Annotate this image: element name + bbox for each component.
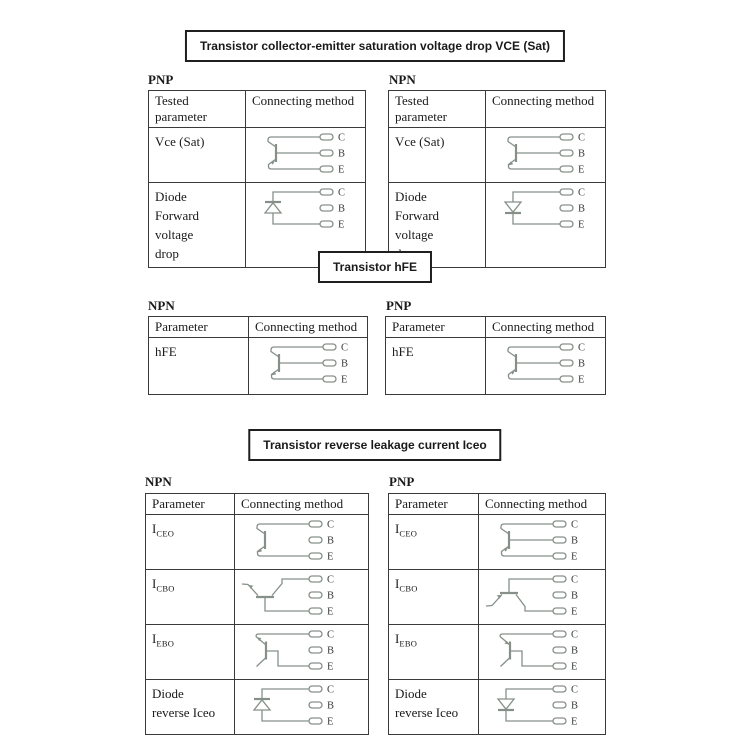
parameter-text: $I_{EBO}$	[152, 631, 175, 649]
parameter-cell	[149, 338, 249, 395]
table-row	[146, 625, 369, 680]
connecting-method-cell	[235, 625, 369, 680]
e-terminal-pad	[309, 718, 322, 724]
diode-cathode-down-diagram	[486, 184, 604, 232]
e-terminal-label: E	[578, 219, 585, 231]
c-terminal-pad	[553, 631, 566, 637]
b-terminal-pad	[560, 150, 573, 156]
e-terminal-label: E	[338, 164, 345, 176]
diagram-diode	[479, 681, 597, 729]
e-terminal-label: E	[327, 661, 334, 673]
e-terminal-pad	[309, 663, 322, 669]
header-row	[386, 317, 606, 338]
col-header-tested-parameter: Tested parameter	[149, 91, 246, 128]
col-header-connecting-method: Connecting method	[235, 494, 369, 515]
diode-cathode-down-diagram	[479, 681, 597, 729]
c-terminal-pad	[309, 631, 322, 637]
parameter-text: $I_{CBO}$	[395, 576, 418, 594]
parameter-cell	[389, 680, 479, 735]
col-header-connecting-method: Connecting method	[486, 317, 606, 338]
parameter-cell	[389, 515, 479, 570]
e-terminal-label: E	[327, 551, 334, 563]
b-terminal-label: B	[338, 203, 346, 215]
parameter-cell	[389, 128, 486, 183]
section-title-iceo: Transistor reverse leakage current Iceo	[248, 429, 501, 461]
connecting-method-cell	[235, 515, 369, 570]
e-terminal-pad	[309, 608, 322, 614]
b-terminal-pad	[309, 592, 322, 598]
col-header-tested-parameter: Tested parameter	[389, 91, 486, 128]
col-header-parameter: Parameter	[386, 317, 486, 338]
c-terminal-label: C	[338, 132, 346, 144]
connecting-method-cell	[486, 128, 606, 183]
e-terminal-pad	[560, 221, 573, 227]
e-terminal-pad	[553, 608, 566, 614]
e-terminal-pad	[560, 166, 573, 172]
c-terminal-pad	[309, 521, 322, 527]
b-terminal-label: B	[341, 358, 349, 370]
b-terminal-label: B	[327, 700, 335, 712]
section-title-vce-sat: Transistor collector-emitter saturation voltage drop VCE (Sat)	[185, 30, 565, 62]
c-terminal-label: C	[571, 684, 579, 696]
header-row	[389, 91, 606, 128]
diagram-pnp-transistor-flipped	[479, 626, 597, 674]
parameter-text: Diode	[395, 686, 427, 701]
c-terminal-pad	[553, 686, 566, 692]
diagram-diode	[235, 681, 353, 729]
e-terminal-pad	[560, 376, 573, 382]
parameter-cell	[146, 570, 235, 625]
e-terminal-pad	[323, 376, 336, 382]
b-terminal-pad	[309, 647, 322, 653]
connecting-method-cell	[235, 680, 369, 735]
c-terminal-pad	[553, 521, 566, 527]
e-terminal-pad	[553, 553, 566, 559]
pnp-transistor-flipped-diagram	[479, 626, 597, 674]
c-terminal-label: C	[578, 132, 586, 144]
b-terminal-pad	[553, 537, 566, 543]
e-terminal-pad	[553, 718, 566, 724]
table-row	[389, 625, 606, 680]
table-vce-sat-npn	[388, 90, 606, 268]
table-hfe-npn	[148, 316, 368, 395]
pnp-transistor-diagram	[479, 516, 597, 564]
col-header-parameter: Parameter	[149, 317, 249, 338]
parameter-text: Diode	[395, 189, 427, 204]
col-header-parameter: Parameter	[146, 494, 235, 515]
e-terminal-pad	[320, 221, 333, 227]
b-terminal-pad	[560, 360, 573, 366]
table-row	[389, 128, 606, 183]
c-terminal-pad	[560, 189, 573, 195]
npn-transistor-diagram	[486, 129, 604, 177]
transistor-type-label: PNP	[386, 298, 412, 313]
c-terminal-label: C	[341, 342, 349, 354]
b-terminal-label: B	[327, 645, 335, 657]
npn-transistor-diagram	[249, 339, 367, 387]
diagram-diode	[246, 184, 364, 232]
parameter-text: Diode	[152, 686, 184, 701]
parameter-text: Diode	[155, 189, 187, 204]
parameter-cell	[386, 338, 486, 395]
header-row	[149, 91, 366, 128]
parameter-text: $I_{CEO}$	[395, 521, 418, 539]
b-terminal-pad	[553, 592, 566, 598]
connecting-method-cell	[479, 680, 606, 735]
b-terminal-pad	[320, 205, 333, 211]
e-terminal-pad	[309, 553, 322, 559]
parameter-cell	[389, 625, 479, 680]
table-row	[389, 570, 606, 625]
diagram-pnp-transistor-rotated	[479, 571, 597, 619]
header-row	[389, 494, 606, 515]
col-header-connecting-method: Connecting method	[246, 91, 366, 128]
c-terminal-pad	[320, 189, 333, 195]
diagram-npn-transistor-base-open	[235, 516, 353, 564]
e-terminal-label: E	[327, 606, 334, 618]
pnp-transistor-diagram	[246, 129, 364, 177]
parameter-text: Forward voltage	[155, 208, 200, 242]
connecting-method-cell	[479, 625, 606, 680]
b-terminal-pad	[560, 205, 573, 211]
c-terminal-pad	[560, 134, 573, 140]
parameter-cell	[146, 515, 235, 570]
diagram-pnp-transistor	[479, 516, 597, 564]
table-row	[146, 570, 369, 625]
b-terminal-pad	[309, 537, 322, 543]
b-terminal-pad	[320, 150, 333, 156]
c-terminal-pad	[560, 344, 573, 350]
section-title-hfe: Transistor hFE	[318, 251, 432, 283]
header-row	[149, 317, 368, 338]
col-header-connecting-method: Connecting method	[249, 317, 368, 338]
parameter-text: $I_{EBO}$	[395, 631, 418, 649]
table-row	[146, 680, 369, 735]
e-terminal-label: E	[338, 219, 345, 231]
parameter-cell	[149, 183, 246, 268]
b-terminal-label: B	[571, 590, 579, 602]
diagram-npn-transistor	[249, 339, 367, 387]
diagram-pnp-transistor	[486, 339, 604, 387]
e-terminal-pad	[553, 663, 566, 669]
b-terminal-pad	[323, 360, 336, 366]
parameter-text: $I_{CBO}$	[152, 576, 175, 594]
transistor-type-label: NPN	[389, 72, 416, 87]
header-row	[146, 494, 369, 515]
table-row	[386, 338, 606, 395]
e-terminal-label: E	[578, 164, 585, 176]
diagram-npn-transistor-flipped	[235, 626, 353, 674]
c-terminal-pad	[309, 686, 322, 692]
e-terminal-label: E	[327, 716, 334, 728]
e-terminal-label: E	[341, 374, 348, 386]
npn-transistor-base-open-diagram	[235, 516, 353, 564]
c-terminal-label: C	[327, 684, 335, 696]
diagram-npn-transistor	[486, 129, 604, 177]
c-terminal-label: C	[571, 629, 579, 641]
c-terminal-label: C	[327, 519, 335, 531]
e-terminal-label: E	[571, 661, 578, 673]
pnp-transistor-rotated-diagram	[479, 571, 597, 619]
b-terminal-label: B	[571, 535, 579, 547]
parameter-cell	[149, 128, 246, 183]
e-terminal-label: E	[571, 551, 578, 563]
b-terminal-label: B	[578, 203, 586, 215]
npn-transistor-flipped-diagram	[235, 626, 353, 674]
parameter-text: hFE	[392, 344, 414, 359]
parameter-text: $I_{CEO}$	[152, 521, 175, 539]
col-header-parameter: Parameter	[389, 494, 479, 515]
b-terminal-pad	[553, 702, 566, 708]
transistor-type-label: PNP	[148, 72, 174, 87]
parameter-text: reverse Iceo	[152, 705, 216, 720]
parameter-text: reverse Iceo	[395, 705, 459, 720]
table-vce-sat-pnp	[148, 90, 366, 268]
connecting-method-cell	[479, 515, 606, 570]
col-header-connecting-method: Connecting method	[479, 494, 606, 515]
parameter-text: Vce (Sat)	[395, 134, 445, 149]
connecting-method-cell	[479, 570, 606, 625]
parameter-text: Vce (Sat)	[155, 134, 205, 149]
table-row	[149, 338, 368, 395]
pnp-transistor-diagram	[486, 339, 604, 387]
b-terminal-label: B	[578, 358, 586, 370]
e-terminal-label: E	[571, 606, 578, 618]
transistor-type-label: PNP	[389, 474, 415, 489]
c-terminal-label: C	[327, 574, 335, 586]
c-terminal-label: C	[571, 519, 579, 531]
b-terminal-label: B	[338, 148, 346, 160]
table-row	[389, 680, 606, 735]
npn-transistor-rotated-diagram	[235, 571, 353, 619]
e-terminal-label: E	[578, 374, 585, 386]
diode-cathode-up-diagram	[235, 681, 353, 729]
diode-cathode-up-diagram	[246, 184, 364, 232]
parameter-cell	[146, 625, 235, 680]
parameter-cell	[389, 570, 479, 625]
connecting-method-cell	[486, 183, 606, 268]
c-terminal-pad	[323, 344, 336, 350]
b-terminal-label: B	[571, 645, 579, 657]
col-header-connecting-method: Connecting method	[486, 91, 606, 128]
c-terminal-pad	[320, 134, 333, 140]
b-terminal-pad	[553, 647, 566, 653]
connecting-method-cell	[486, 338, 606, 395]
c-terminal-label: C	[578, 342, 586, 354]
diagram-npn-transistor-rotated	[235, 571, 353, 619]
table-row	[389, 515, 606, 570]
diagram-diode	[486, 184, 604, 232]
diagram-pnp-transistor	[246, 129, 364, 177]
table-iceo-npn	[145, 493, 369, 735]
connecting-method-cell	[246, 128, 366, 183]
table-row	[149, 128, 366, 183]
parameter-text: drop	[155, 246, 179, 261]
c-terminal-label: C	[338, 187, 346, 199]
table-iceo-pnp	[388, 493, 606, 735]
c-terminal-pad	[553, 576, 566, 582]
c-terminal-label: C	[571, 574, 579, 586]
connecting-method-cell	[235, 570, 369, 625]
table-row	[146, 515, 369, 570]
c-terminal-label: C	[578, 187, 586, 199]
b-terminal-label: B	[327, 590, 335, 602]
c-terminal-label: C	[327, 629, 335, 641]
b-terminal-label: B	[578, 148, 586, 160]
b-terminal-label: B	[327, 535, 335, 547]
b-terminal-label: B	[571, 700, 579, 712]
parameter-cell	[146, 680, 235, 735]
parameter-text: Forward voltage	[395, 208, 440, 242]
parameter-text: hFE	[155, 344, 177, 359]
c-terminal-pad	[309, 576, 322, 582]
transistor-type-label: NPN	[145, 474, 172, 489]
transistor-type-label: NPN	[148, 298, 175, 313]
connecting-method-cell	[249, 338, 368, 395]
e-terminal-pad	[320, 166, 333, 172]
e-terminal-label: E	[571, 716, 578, 728]
b-terminal-pad	[309, 702, 322, 708]
table-hfe-pnp	[385, 316, 606, 395]
